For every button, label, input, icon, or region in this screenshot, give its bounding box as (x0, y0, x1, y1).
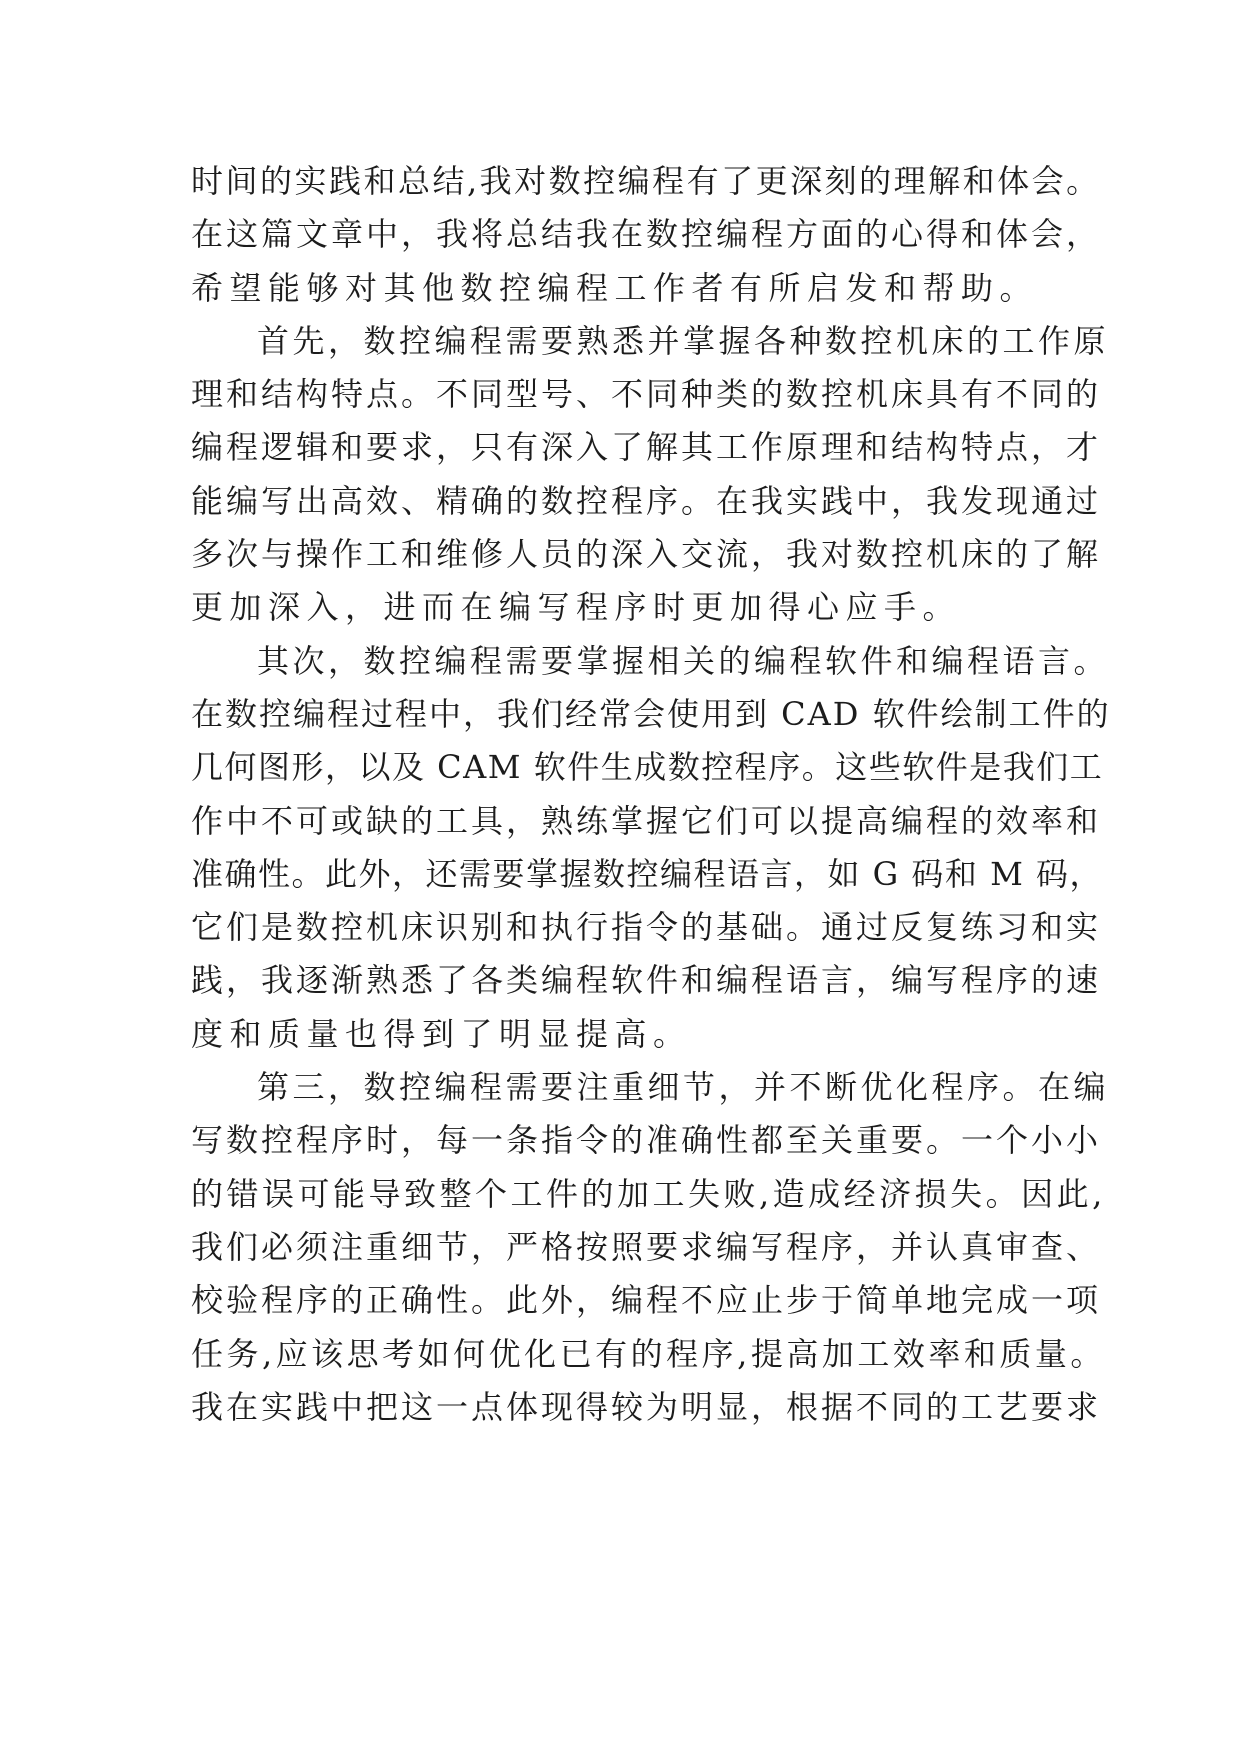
text-line: 作中不可或缺的工具，熟练掌握它们可以提高编程的效率和 (191, 801, 1102, 840)
text-line: 任务,应该思考如何优化已有的程序,提高加工效率和质量。 (191, 1334, 1106, 1373)
text-line: 校验程序的正确性。此外，编程不应止步于简单地完成一项 (191, 1281, 1102, 1320)
text-line: 践，我逐渐熟悉了各类编程软件和编程语言，编写程序的速 (191, 961, 1102, 1000)
text-line: 在数控编程过程中，我们经常会使用到 CAD 软件绘制工件的 (191, 694, 1111, 733)
text-line: 更加深入，进而在编写程序时更加得心应手。 (191, 588, 962, 627)
text-line: 度和质量也得到了明显提高。 (191, 1014, 692, 1053)
text-line: 能编写出高效、精确的数控程序。在我实践中，我发现通过 (191, 481, 1102, 520)
text-line: 理和结构特点。不同型号、不同种类的数控机床具有不同的 (191, 375, 1102, 414)
text-line: 写数控程序时，每一条指令的准确性都至关重要。一个小小 (191, 1121, 1102, 1160)
text-line: 多次与操作工和维修人员的深入交流，我对数控机床的了解 (191, 535, 1102, 574)
body-text (191, 155, 1111, 1434)
text-line: 我在实践中把这一点体现得较为明显，根据不同的工艺要求 (191, 1387, 1102, 1426)
text-line: 它们是数控机床识别和执行指令的基础。通过反复练习和实 (191, 908, 1102, 947)
paragraph-first-line: 首先，数控编程需要熟悉并掌握各种数控机床的工作原 (257, 321, 1110, 360)
paragraph-first-line: 其次，数控编程需要掌握相关的编程软件和编程语言。 (257, 641, 1110, 680)
text-line: 我们必须注重细节，严格按照要求编写程序，并认真审查、 (191, 1227, 1102, 1266)
text-line: 几何图形，以及 CAM 软件生成数控程序。这些软件是我们工 (191, 748, 1104, 787)
text-line: 希望能够对其他数控编程工作者有所启发和帮助。 (191, 268, 1039, 307)
text-line: 的错误可能导致整个工件的加工失败,造成经济损失。因此, (191, 1174, 1106, 1213)
text-line: 在这篇文章中，我将总结我在数控编程方面的心得和体会， (191, 215, 1102, 254)
paragraph-first-line: 第三，数控编程需要注重细节，并不断优化程序。在编 (257, 1068, 1110, 1107)
text-line: 时间的实践和总结,我对数控编程有了更深刻的理解和体会。 (191, 162, 1101, 200)
text-line: 编程逻辑和要求，只有深入了解其工作原理和结构特点，才 (191, 428, 1102, 467)
text-line: 准确性。此外，还需要掌握数控编程语言，如 G 码和 M 码， (191, 854, 1104, 893)
